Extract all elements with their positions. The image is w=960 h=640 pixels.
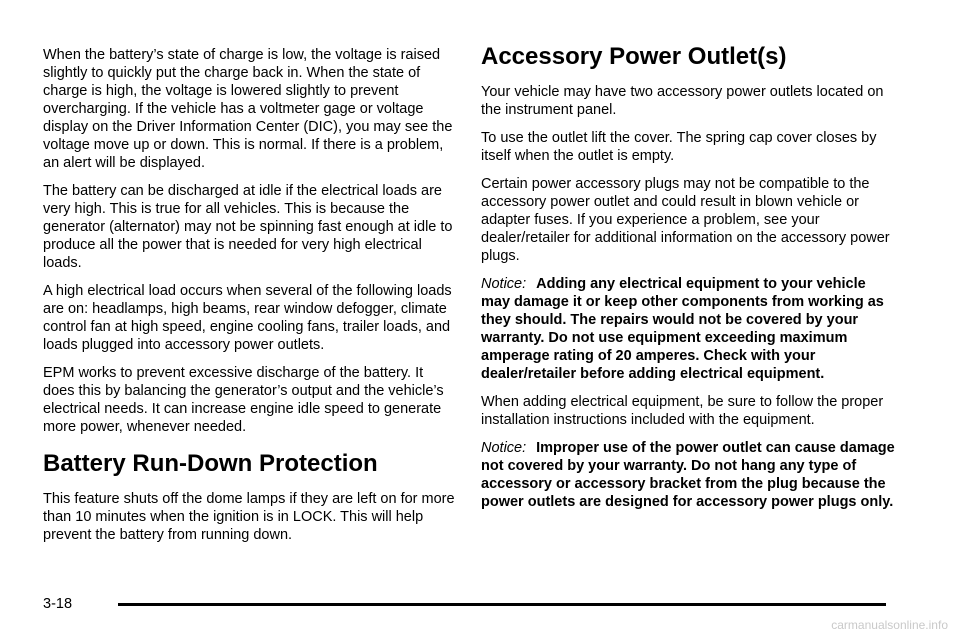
paragraph-run-down-protection: This feature shuts off the dome lamps if they are left on for more than 10 minutes when the ignition is in LOCK. This will help prevent the battery from running down. [43, 491, 455, 543]
notice-label: Notice: [481, 440, 527, 456]
page-number: 3-18 [43, 596, 73, 612]
heading-battery-run-down: Battery Run-Down Protection [43, 450, 378, 477]
left-column [43, 46, 457, 554]
paragraph-high-load: A high electrical load occurs when several of the following loads are on: headlamps, high beams, rear window defogger, climate control fan at high speed, engine cooling fans, trailer loads, and loads plugged into accessory power outlets. [43, 283, 452, 353]
notice-electrical-equipment [481, 275, 895, 383]
paragraph-compatibility: Certain power accessory plugs may not be compatible to the accessory power outlet and could result in blown vehicle or adapter fuses. If you experience a problem, see your dealer/retailer for additional information on the accessory power plugs. [481, 176, 890, 264]
paragraph-charge-voltage: When the battery’s state of charge is low, the voltage is raised slightly to quickly put the charge back in. When the state of charge is high, the voltage is lowered slightly to prevent overcharging. If the vehicle has a voltmeter gage or voltage display on the Driver Information Center (DIC), you may see the voltage move up or down. This is normal. If there is a problem, an alert will be displayed. [43, 47, 453, 171]
right-column [481, 43, 895, 521]
notice-text: Adding any electrical equipment to your vehicle may damage it or keep other components from working as they should. The repairs would not be covered by your warranty. Do not use equipment exceeding maximum amperage rating of 20 amperes. Check with your dealer/retailer before adding electrical equipment. [481, 276, 884, 382]
paragraph-epm: EPM works to prevent excessive discharge of the battery. It does this by balancing the generator’s output and the vehicle’s electrical needs. It can increase engine idle speed to generate more power, whenever needed. [43, 365, 444, 435]
heading-accessory-power-outlets: Accessory Power Outlet(s) [481, 43, 787, 70]
notice-text: Improper use of the power outlet can cause damage not covered by your warranty. Do not hang any type of accessory or accessory bracket from the plug because the power outlets are designed for accessory power plugs only. [481, 440, 895, 510]
paragraph-installation: When adding electrical equipment, be sure to follow the proper installation instructions included with the equipment. [481, 394, 884, 428]
notice-improper-use [481, 439, 895, 511]
paragraph-lift-cover: To use the outlet lift the cover. The spring cap cover closes by itself when the outlet is empty. [481, 130, 877, 164]
paragraph-discharge-idle: The battery can be discharged at idle if the electrical loads are very high. This is true for all vehicles. This is because the generator (alternator) may not be spinning fast enough at idle to produce all the power that is needed for very high electrical loads. [43, 183, 453, 271]
notice-label: Notice: [481, 276, 527, 292]
paragraph-two-outlets: Your vehicle may have two accessory power outlets located on the instrument panel. [481, 84, 884, 118]
watermark: carmanualsonline.info [831, 618, 948, 632]
footer-rule [118, 603, 886, 606]
